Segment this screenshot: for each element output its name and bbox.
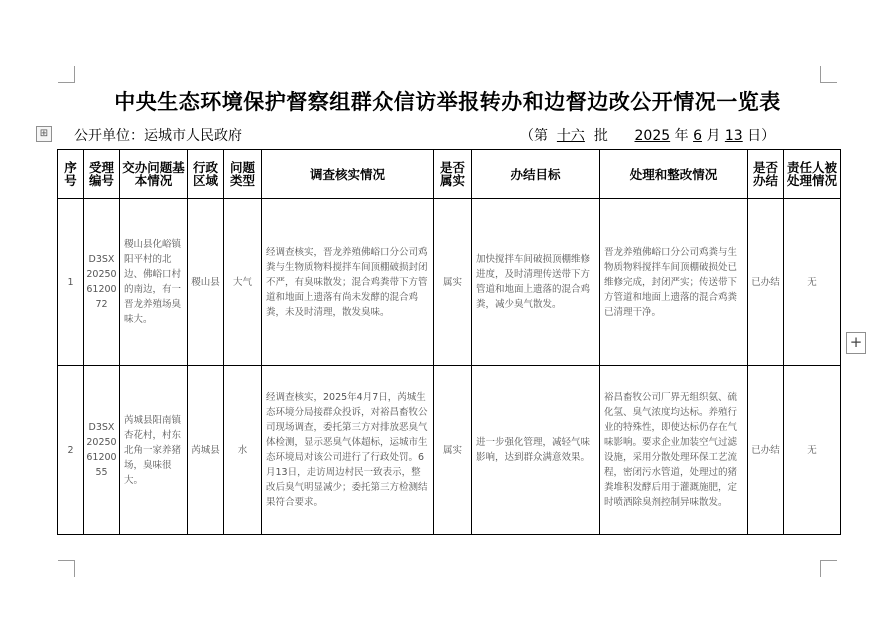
cell-goal: 加快搅拌车间破损顶棚维修进度，及时清理传送带下方管道和地面上遗落的混合鸡粪，减少臭气散发。 [472, 199, 600, 366]
cell-investigation: 经调查核实，2025年4月7日，芮城生态环境分局接群众投诉，对裕昌畜牧公司现场调查，委托第三方对排放恶臭气体检测，显示恶臭气体超标，运城市生态环境局对该公司进行了行政处罚。6月13日，走访周边村民一致表示，整改后臭气明显减少；委托第三方检测结果符合要求。 [262, 366, 434, 535]
header-investigation: 调查核实情况 [262, 150, 434, 199]
cell-punish: 无 [784, 366, 841, 535]
cell-issue: 稷山县化峪镇阳平村的北边、佛峪口村的南边，有一晋龙养殖场臭味大。 [120, 199, 188, 366]
header-issue: 交办问题基本情况 [120, 150, 188, 199]
header-row [58, 150, 841, 199]
report-table [57, 149, 841, 535]
crop-mark-bottom-left [58, 560, 75, 577]
batch-year: 2025 [634, 128, 671, 144]
cell-id: D3SX202506120055 [84, 366, 120, 535]
batch-prefix: （第 [520, 128, 548, 144]
crop-mark-top-right [820, 66, 837, 83]
table-row [58, 199, 841, 366]
cell-goal: 进一步强化管理，减轻气味影响，达到群众满意效果。 [472, 366, 600, 535]
batch-number: 十六 [556, 128, 585, 144]
header-no: 序号 [58, 150, 84, 199]
header-type: 问题类型 [224, 150, 262, 199]
publisher-label: 公开单位：运城市人民政府 [74, 128, 242, 144]
cell-done: 已办结 [748, 199, 784, 366]
cell-type: 大气 [224, 199, 262, 366]
header-true: 是否属实 [434, 150, 472, 199]
cell-punish: 无 [784, 199, 841, 366]
cell-true: 属实 [434, 366, 472, 535]
cell-region: 稷山县 [188, 199, 224, 366]
cell-region: 芮城县 [188, 366, 224, 535]
cell-action: 裕昌畜牧公司厂界无组织氨、硫化氢、臭气浓度均达标。养殖行业的特殊性，即使达标仍存在气味影响。要求企业加装空气过滤设施，采用分散处理环保工艺流程，密闭污水管道，处理过的猪粪堆积发酵后用于灌溉施肥，定时喷洒除臭剂控制异味散发。 [600, 366, 748, 535]
cell-action: 晋龙养殖佛峪口分公司鸡粪与生物质物料搅拌车间顶棚破损处已维修完成，封闭严实；传送带下方管道和地面上遗落的混合鸡粪已清理干净。 [600, 199, 748, 366]
document-title: 中央生态环境保护督察组群众信访举报转办和边督边改公开情况一览表 [114, 89, 781, 114]
batch-month: 6 [693, 128, 702, 144]
cell-true: 属实 [434, 199, 472, 366]
cell-issue: 芮城县阳南镇杏花村，村东北角一家养猪场，臭味很大。 [120, 366, 188, 535]
batch-suffix: 批 [593, 128, 608, 144]
batch-day-label: 日） [747, 128, 776, 144]
cell-no: 1 [58, 199, 84, 366]
header-goal: 办结目标 [472, 150, 600, 199]
header-done: 是否办结 [748, 150, 784, 199]
cell-done: 已办结 [748, 366, 784, 535]
cell-id: D3SX202506120072 [84, 199, 120, 366]
add-row-button[interactable]: + [846, 332, 866, 354]
cell-investigation: 经调查核实，晋龙养殖佛峪口分公司鸡粪与生物质物料搅拌车间顶棚破损封闭不严，有臭味散发；混合鸡粪带下方管道和地面上遗落有尚未发酵的混合鸡粪，未及时清理，散发臭味。 [262, 199, 434, 366]
batch-year-label: 年 [674, 128, 689, 144]
header-region: 行政区域 [188, 150, 224, 199]
batch-month-label: 月 [706, 128, 721, 144]
cell-no: 2 [58, 366, 84, 535]
crop-mark-top-left [58, 66, 75, 83]
table-move-handle-icon[interactable]: ⊞ [36, 126, 52, 142]
table-row [58, 366, 841, 535]
batch-day: 13 [724, 128, 743, 144]
cell-type: 水 [224, 366, 262, 535]
crop-mark-bottom-right [820, 560, 837, 577]
batch-info [520, 125, 775, 145]
header-punish: 责任人被处理情况 [784, 150, 841, 199]
header-id: 受理编号 [84, 150, 120, 199]
header-action: 处理和整改情况 [600, 150, 748, 199]
